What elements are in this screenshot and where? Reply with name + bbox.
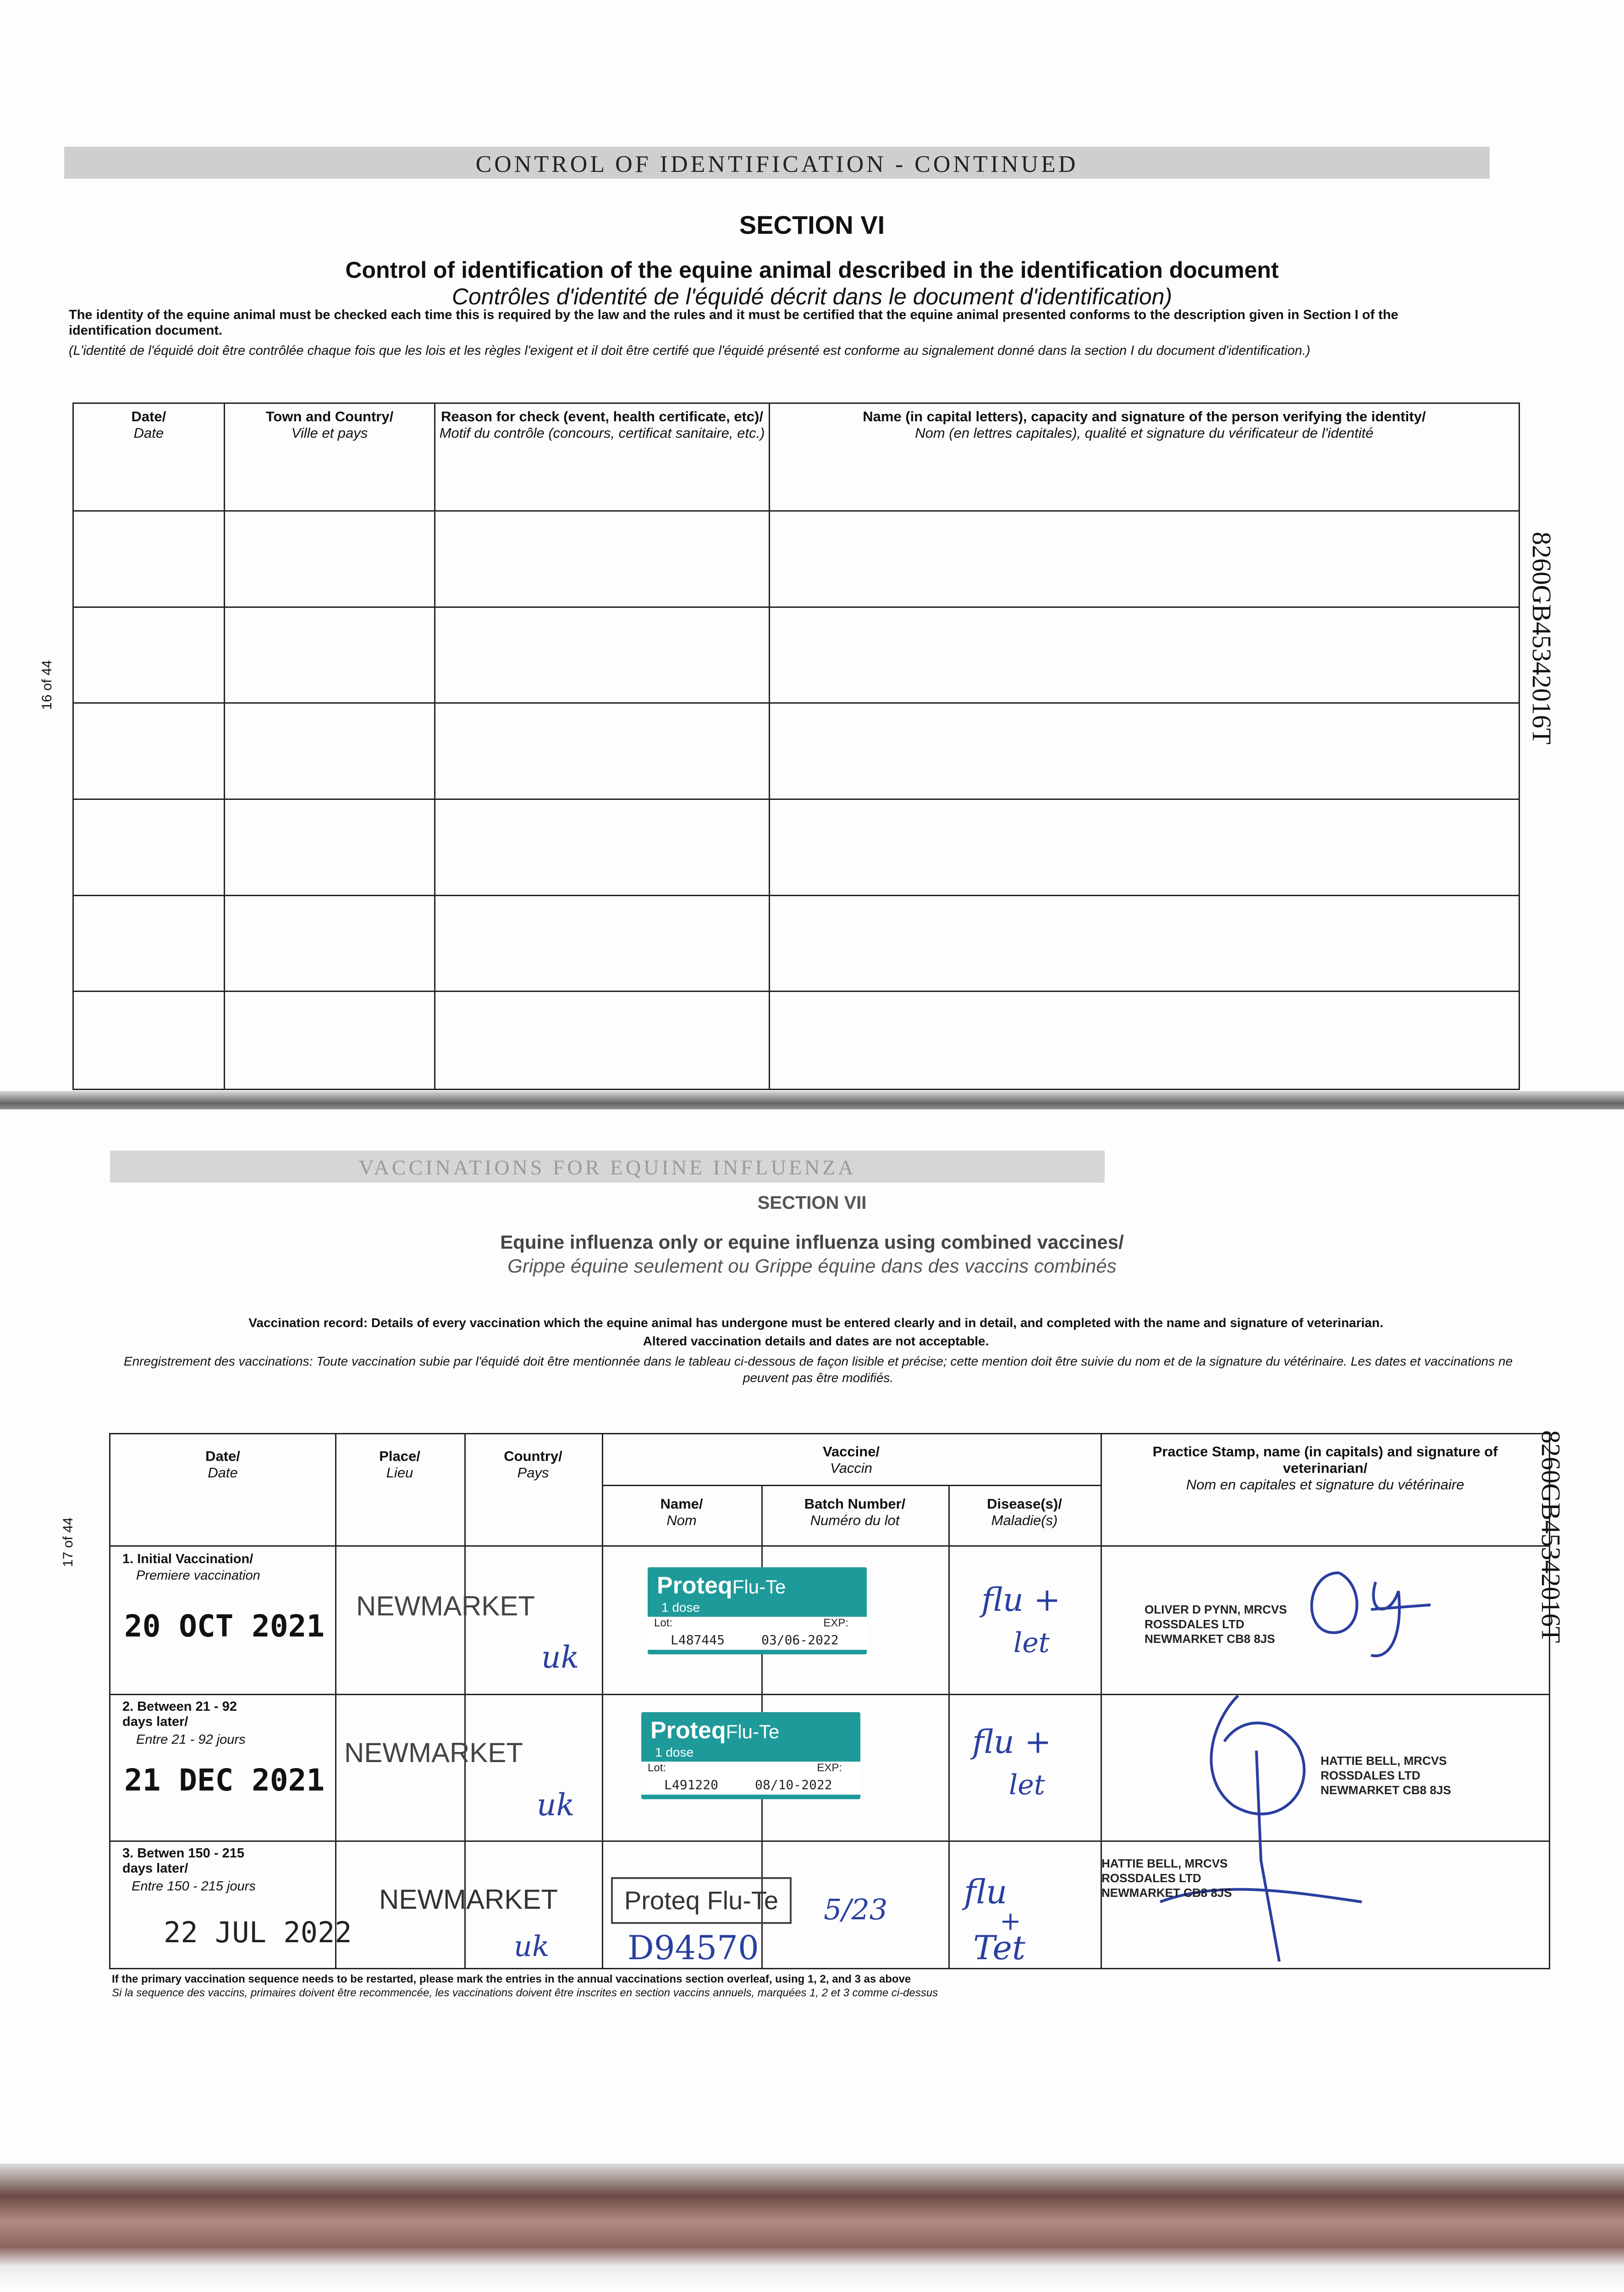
col-header-vaccine: Vaccine/ Vaccin [822, 1444, 880, 1476]
date-stamp: 22 JUL 2022 [164, 1916, 352, 1949]
col-header-country: Country/ Pays [504, 1448, 562, 1481]
table-row [73, 895, 1519, 992]
country-handwritten: uk [514, 1929, 550, 1963]
record-text: Vaccination record: Details of every vaccination which the equine animal has undergone must be entered clearly and in detail, and completed with the name and signature of veterinarian. [248, 1316, 1383, 1330]
disease-handwritten-2: let [1013, 1627, 1050, 1659]
col-header-reason: Reason for check (event, health certificate, etc)/ Motif du contrôle (concours, certificat sanitaire, etc.) [435, 403, 769, 511]
place-stamp: NEWMARKET [379, 1884, 558, 1915]
page-17 [0, 1109, 1624, 2164]
disease-handwritten: flu [964, 1873, 1007, 1911]
footnote: If the primary vaccination sequence needs to be restarted, please mark the entries in the annual vaccinations section overleaf, using 1, 2, and 3 as above [112, 1973, 911, 1985]
section-heading: SECTION VII [757, 1193, 867, 1213]
place-stamp: NEWMARKET [356, 1591, 535, 1621]
section-banner: VACCINATIONS FOR EQUINE INFLUENZA [110, 1151, 1105, 1183]
batch-handwritten: D94570 [628, 1928, 759, 1967]
page-16 [0, 0, 1624, 1109]
vet-stamp: OLIVER D PYNN, MRCVS ROSSDALES LTD NEWMARKET CB8 8JS [1145, 1603, 1287, 1646]
page-number: 16 of 44 [39, 660, 55, 710]
col-header-batch: Batch Number/ Numéro du lot [804, 1496, 906, 1528]
disease-handwritten: flu + [972, 1723, 1051, 1761]
vaccination-table [109, 1433, 1550, 1969]
vaccine-label: ProteqFlu-Te 1 dose Lot: EXP: L487445 03/06-2022 [648, 1567, 867, 1654]
vet-stamp: HATTIE BELL, MRCVS ROSSDALES LTD NEWMARKET CB8 8JS [1101, 1857, 1232, 1900]
row-label-fr: Premiere vaccination [136, 1568, 260, 1583]
section-title-fr: Contrôles d'identité de l'équidé décrit dans le document d'identification) [451, 284, 1173, 309]
country-handwritten: uk [537, 1787, 575, 1823]
col-header-verifier: Name (in capital letters), capacity and signature of the person verifying the identity/ Nom (en lettres capitales), qualité et signature du vérificateur de l'identité [769, 403, 1519, 511]
col-header-town: Town and Country/ Ville et pays [224, 403, 435, 511]
row-label: 3. Betwen 150 - 215 days later/ [122, 1846, 244, 1876]
row-label: 1. Initial Vaccination/ [122, 1552, 253, 1566]
vet-signature [1298, 1554, 1444, 1664]
vet-signature [1105, 1686, 1380, 1971]
expiry-date: 03/06-2022 [761, 1632, 839, 1647]
row-label-fr: Entre 21 - 92 jours [136, 1732, 246, 1747]
identity-check-table [72, 402, 1520, 1090]
col-header-vet: Practice Stamp, name (in capitals) and signature of veterinarian/ Nom en capitales et signature du vétérinaire [1152, 1444, 1498, 1493]
expiry-date: 08/10-2022 [755, 1777, 832, 1792]
section-title-fr: Grippe équine seulement ou Grippe équine dans des vaccins combinés [507, 1255, 1117, 1277]
col-header-date: Date/ Date [73, 403, 225, 511]
row-label-fr: Entre 150 - 215 jours [132, 1879, 256, 1894]
disease-handwritten-plus: + [1000, 1906, 1021, 1936]
col-header-disease: Disease(s)/ Maladie(s) [987, 1496, 1062, 1528]
section-title: Equine influenza only or equine influenza using combined vaccines/ [500, 1231, 1124, 1253]
col-header-place: Place/ Lieu [379, 1448, 420, 1481]
intro-text: The identity of the equine animal must be checked each time this is required by the law and the rules and it must be certified that the equine animal presented conforms to the description given in Section I of the identification document. [69, 308, 1398, 338]
col-header-date: Date/ Date [205, 1448, 240, 1481]
vet-stamp: HATTIE BELL, MRCVS ROSSDALES LTD NEWMARKET CB8 8JS [1321, 1754, 1451, 1797]
table-row [73, 703, 1519, 799]
table-row [73, 607, 1519, 703]
date-stamp: 21 DEC 2021 [124, 1763, 325, 1798]
lot-number: L487445 [671, 1632, 725, 1647]
table-row [73, 799, 1519, 895]
vaccine-label: ProteqFlu-Te 1 dose Lot: EXP: L491220 08/10-2022 [641, 1712, 860, 1799]
table-row [73, 992, 1519, 1090]
book-spine [0, 2164, 1624, 2292]
lot-number: L491220 [664, 1777, 719, 1792]
disease-handwritten: flu + [981, 1581, 1061, 1619]
disease-handwritten-2: Tet [973, 1928, 1025, 1967]
section-heading: SECTION VI [739, 210, 885, 239]
vaccine-name-stamp: Proteq Flu-Te [611, 1877, 792, 1924]
record-text-2: Altered vaccination details and dates are not acceptable. [643, 1334, 989, 1348]
country-handwritten: uk [541, 1640, 579, 1675]
passport-id: 8260GB45342016T [1536, 1430, 1566, 1643]
place-stamp: NEWMARKET [344, 1737, 523, 1768]
table-row [73, 511, 1519, 607]
record-text-fr: Enregistrement des vaccinations: Toute vaccination subie par l'équidé doit être mentionnée dans le tableau ci-dessous de façon lisible et précise; cette mention doit être suivie du nom et de la signature du vétérinaire. Les dates et vaccinations ne peuvent pas être modifiés. [123, 1354, 1513, 1385]
disease-handwritten-2: let [1009, 1769, 1045, 1801]
footnote-fr: Si la sequence des vaccins, primaires doivent être recommencée, les vaccinations doivent être inscrites en section vaccins annuels, marquées 1, 2 et 3 comme ci-dessus [112, 1987, 938, 1999]
section-banner: CONTROL OF IDENTIFICATION - CONTINUED [64, 147, 1490, 179]
page-number: 17 of 44 [61, 1517, 76, 1567]
section-title: Control of identification of the equine animal described in the identification document [345, 257, 1279, 283]
intro-text-fr: (L'identité de l'équidé doit être contrôlée chaque fois que les lois et les règles l'exigent et il doit être certifé que l'équidé présenté est conforme au signalement donné dans la section I du document d'identification.) [69, 343, 1310, 358]
row-label: 2. Between 21 - 92 days later/ [122, 1699, 237, 1729]
col-header-name: Name/ Nom [660, 1496, 703, 1528]
date-stamp: 20 OCT 2021 [124, 1609, 325, 1644]
passport-id: 8260GB45342016T [1527, 532, 1557, 744]
batch-date-handwritten: 5/23 [824, 1893, 888, 1926]
